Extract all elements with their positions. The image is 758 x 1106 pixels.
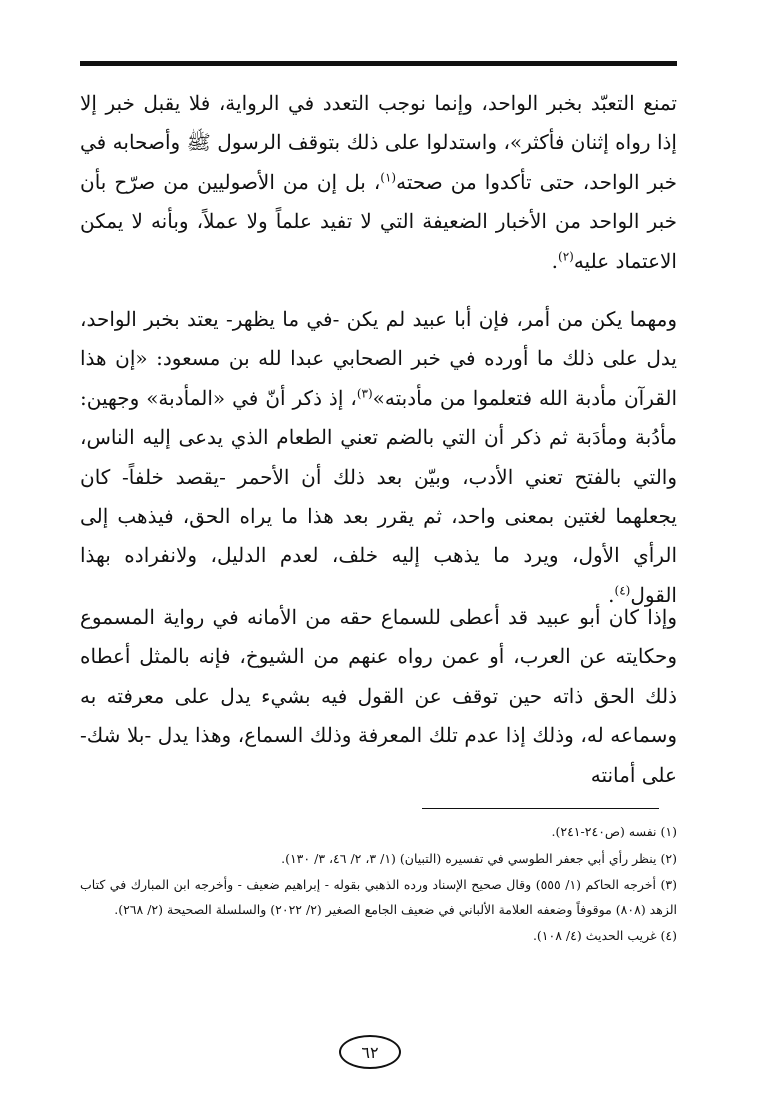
paragraph-text: ، إذ ذكر أنّ في «المأدبة» وجهين: مأدُبة ومأدَبة ثم ذكر أن التي بالضم تعني الطعام الذي يدعى إليه الناس، والتي بالفتح تعني الأدب، وبيّن بعد ذلك أن الأحمر -يقصد خلفاً- كان يجعلهما لغتين بمعنى واحد، ثم يقرر بعد هذا ما يراه الحق، فيذهب إلى الرأي الأول، ويرد ما يذهب إليه خلف، لعدم الدليل، ولانفراده بهذا القول [80,385,677,607]
page-number-text: ٦٢ [361,1042,379,1062]
paragraph-text: تمنع التعبّد بخبر الواحد، وإنما نوجب التعدد في الرواية، فلا يقبل خبر إلا إذا رواه إثنان فأكثر»، واستدلوا على ذلك بتوقف الرسول ﷺ وأصحابه في خبر الواحد، حتى تأكدوا من صحته [80,91,677,194]
paragraph-text: ، بل إن من الأصوليين من صرّح بأن خبر الواحد من الأخبار الضعيفة التي لا تفيد علماً ولا عملاً، وبأنه لا يمكن الاعتماد عليه [80,169,677,273]
footnote-2: (٢) ينظر رأي أبي جعفر الطوسي في تفسيره (التبيان) (١/ ٣، ٢/ ٤٦، ٣/ ١٣٠). [281,850,677,866]
paragraph-text: . [551,248,558,273]
body-paragraph-1 [80,84,677,281]
footnote-4: (٤) غريب الحديث (٤/ ١٠٨). [532,928,677,943]
footnote-1: (١) نفسه (ص٢٤٠-٢٤١). [551,824,677,839]
body-paragraph-3 [80,598,677,795]
footnote-ref-2[interactable]: (٢) [558,248,574,263]
footnote-ref-1[interactable]: (١) [380,170,397,185]
footnote-3: (٣) أخرجه الحاكم (١/ ٥٥٥) وقال صحيح الإسناد ورده الذهبي بقوله - إبراهيم ضعيف - وأخرجه ابن المبارك في كتاب الزهد (٨٠٨) موقوفاً وضعفه العلامة الألباني في ضعيف الجامع الصغير (٢/ ٢٠٢٢) والسلسلة الصحيحة (٢/ ٢٦٨). [80,877,677,917]
header-rule [80,61,677,66]
paragraph-text: . [608,582,615,607]
footnotes [80,820,677,951]
footnote-ref-4[interactable]: (٤) [614,583,631,598]
paragraph-text: وإذا كان أبو عبيد قد أعطى للسماع حقه من الأمانه في رواية المسموع وحكايته عن العرب، أو عمن رواه عنهم من الشيوخ، فإنه بالمثل أعطاه ذلك الحق ذاته حين توقف عن القول فيه بشيء يدل على معرفته به وسماعه له، وذلك إذا عدم تلك المعرفة وذلك السماع، وهذا يدل -بلا شك- على أمانته [80,605,677,787]
page-number [339,1035,401,1069]
footnote-ref-3[interactable]: (٣) [356,386,373,401]
paragraph-text: ومهما يكن من أمر، فإن أبا عبيد لم يكن -في ما يظهر- يعتد بخبر الواحد، يدل على ذلك ما أورده في خبر الصحابي عبدا لله بن مسعود: «إن هذا القرآن مأدبة الله فتعلموا من مأدبته» [80,307,677,410]
body-paragraph-2 [80,300,677,615]
footnote-separator [422,808,659,809]
